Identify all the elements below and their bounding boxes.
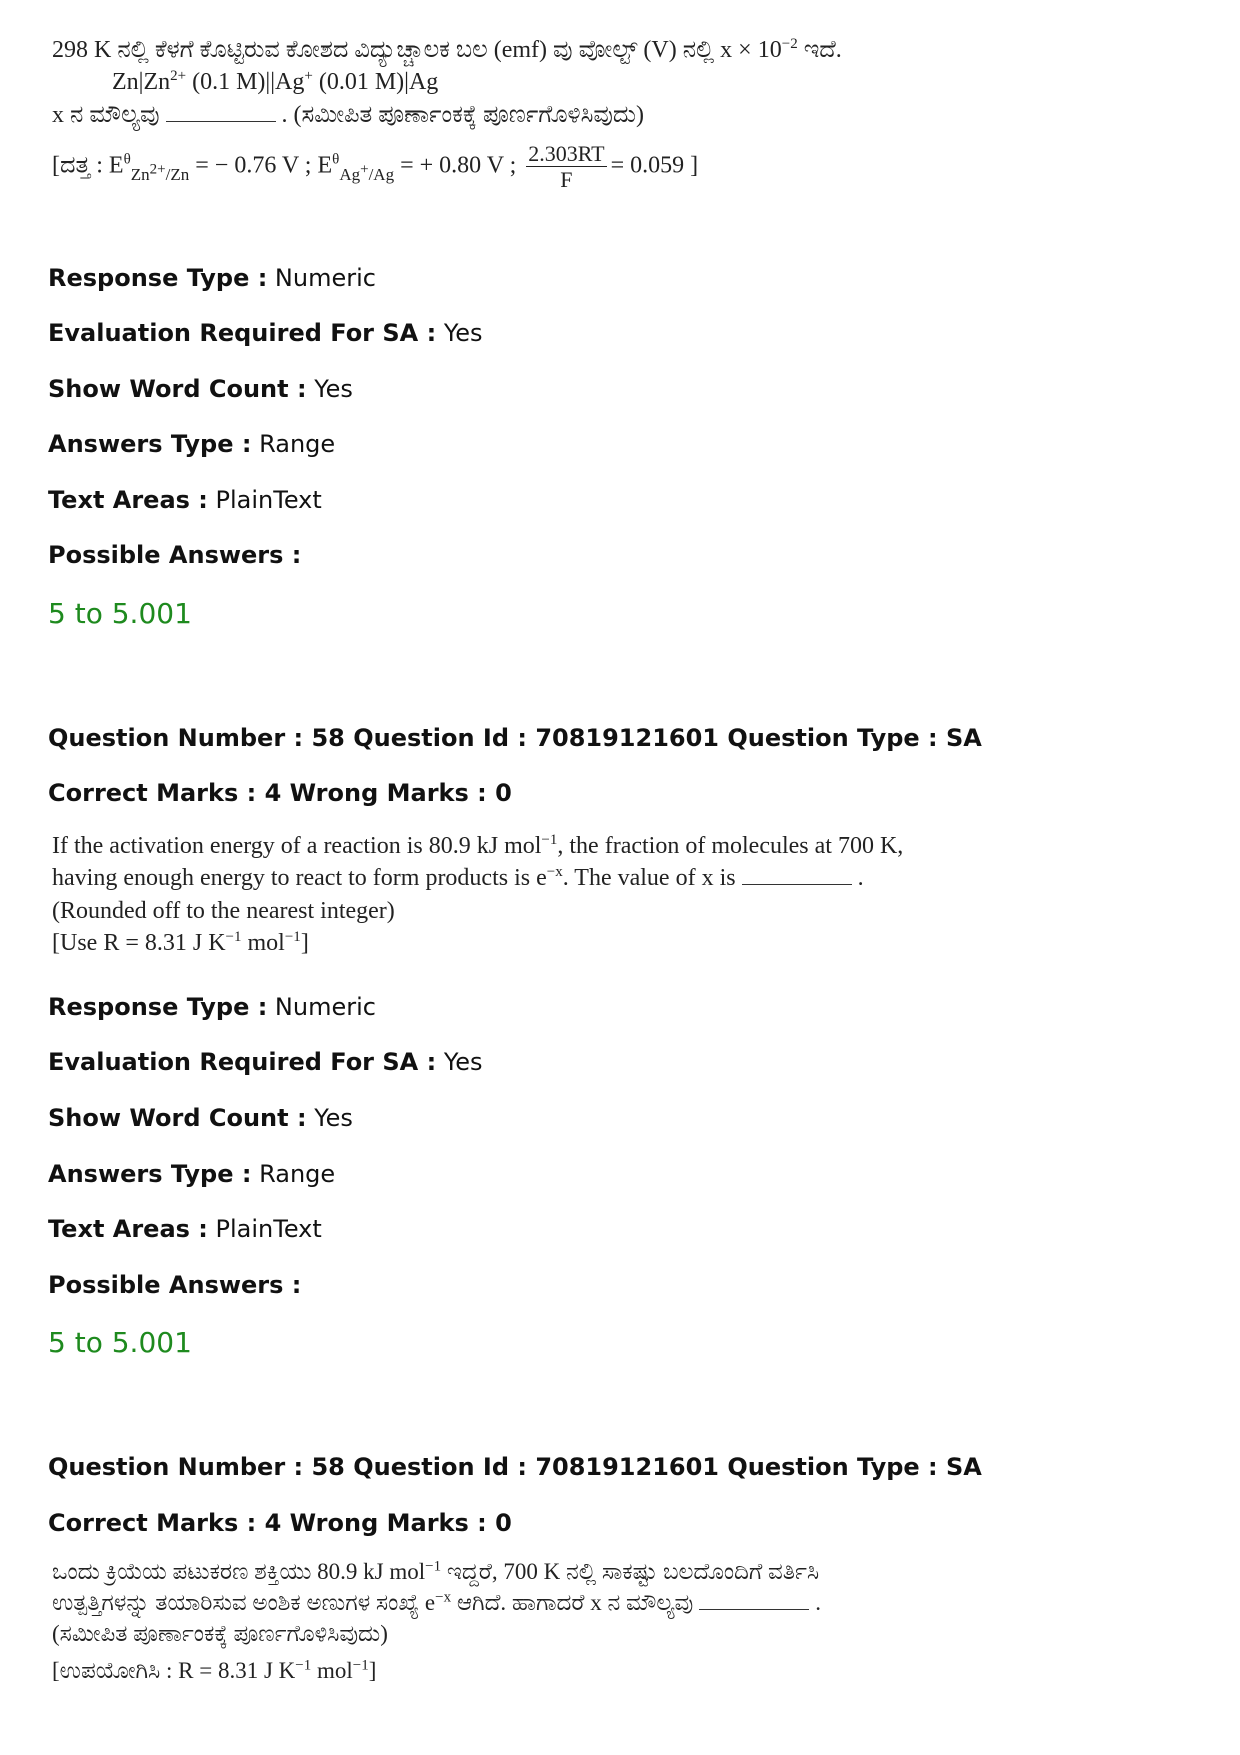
marks-line: Correct Marks : 4 Wrong Marks : 0 — [48, 1509, 512, 1537]
marks-line: Correct Marks : 4 Wrong Marks : 0 — [48, 779, 512, 807]
question-header: Question Number : 58 Question Id : 70819121601 Question Type : SA — [48, 1453, 982, 1481]
question-2-body: If the activation energy of a reaction is 80.9 kJ mol$^{-1}$, the fraction of molecules at 700 K, having enough energy to react to form products is $e^{-x}$. The value of x is . (Rounded off to the nearest integer) [Use R = 8.31 J $K^{-1}$ mol$^{-1}$] — [52, 832, 904, 957]
text-areas: Text Areas : PlainText — [48, 486, 322, 514]
show-word-count: Show Word Count : Yes — [48, 375, 353, 403]
rt-over-f-fraction: $\frac{2.303RT}{F}$ — [528, 141, 605, 193]
possible-answers-label: Possible Answers : — [48, 1271, 302, 1299]
possible-answer: 5 to 5.001 — [48, 1326, 192, 1359]
response-type: Response Type : Numeric — [48, 264, 376, 292]
show-word-count: Show Word Count : Yes — [48, 1104, 353, 1132]
answer-blank — [699, 1609, 809, 1610]
evaluation-required: Evaluation Required For SA : Yes — [48, 319, 483, 347]
answers-type: Answers Type : Range — [48, 430, 336, 458]
answers-type: Answers Type : Range — [48, 1160, 336, 1188]
question-1-line-1: 298 K ನಲ್ಲಿ ಕೆಳಗೆ ಕೊಟ್ಟಿರುವ ಕೋಶದ ವಿದ್ಯುಚ್ಚಾಲಕ ಬಲ (emf) ವು ವೋಲ್ಟ್ (V) ನಲ್ಲಿ $x \times 10^{-2}$ ಇದೆ. — [52, 36, 842, 63]
question-1-body — [52, 34, 842, 193]
evaluation-required: Evaluation Required For SA : Yes — [48, 1048, 483, 1076]
response-type: Response Type : Numeric — [48, 993, 376, 1021]
possible-answer: 5 to 5.001 — [48, 597, 192, 630]
question-1-line-3: x ನ ಮೌಲ್ಯವು . (ಸಮೀಪಿತ ಪೂರ್ಣಾಂಕಕ್ಕೆ ಪೂರ್ಣಗೊಳಿಸಿವುದು) — [52, 101, 645, 128]
answer-blank — [166, 121, 276, 122]
question-header: Question Number : 58 Question Id : 70819121601 Question Type : SA — [48, 724, 982, 752]
answer-blank — [742, 884, 852, 885]
question-1-given: [ದತ್ತ : $E^\theta_{Zn^{2+}/Zn}$ = − 0.76 V ; $E^\theta_{Ag^+/Ag}$ = + 0.80 V ; $\frac{2.303RT}{F}$ = 0.059 ] — [52, 141, 699, 193]
question-1-cell-notation: $Zn|Zn^{2+}$ (0.1 M)||Ag+ (0.01 M)|Ag — [112, 68, 439, 96]
question-3-body: ಒಂದು ಕ್ರಿಯೆಯ ಪಟುಕರಣ ಶಕ್ತಿಯು 80.9 kJ mol$^{-1}$ ಇದ್ದರೆ, 700 K ನಲ್ಲಿ ಸಾಕಷ್ಟು ಬಲದೊಂದಿಗೆ ವರ್ತಿಸಿ ಉತ್ಪತ್ತಿಗಳನ್ನು ತಯಾರಿಸುವ ಅಂಶಿಕ ಅಣುಗಳ ಸಂಖ್ಯೆ $e^{-x}$ ಆಗಿದೆ. ಹಾಗಾದರೆ x ನ ಮೌಲ್ಯವು . (ಸಮೀಪಿತ ಪೂರ್ಣಾಂಕಕ್ಕೆ ಪೂರ್ಣಗೊಳಿಸಿವುದು) [ಉಪಯೋಗಿಸಿ : R = 8.31 J $K^{-1}$ mol$^{-1}$] — [52, 1558, 822, 1684]
possible-answers-label: Possible Answers : — [48, 541, 302, 569]
text-areas: Text Areas : PlainText — [48, 1215, 322, 1243]
